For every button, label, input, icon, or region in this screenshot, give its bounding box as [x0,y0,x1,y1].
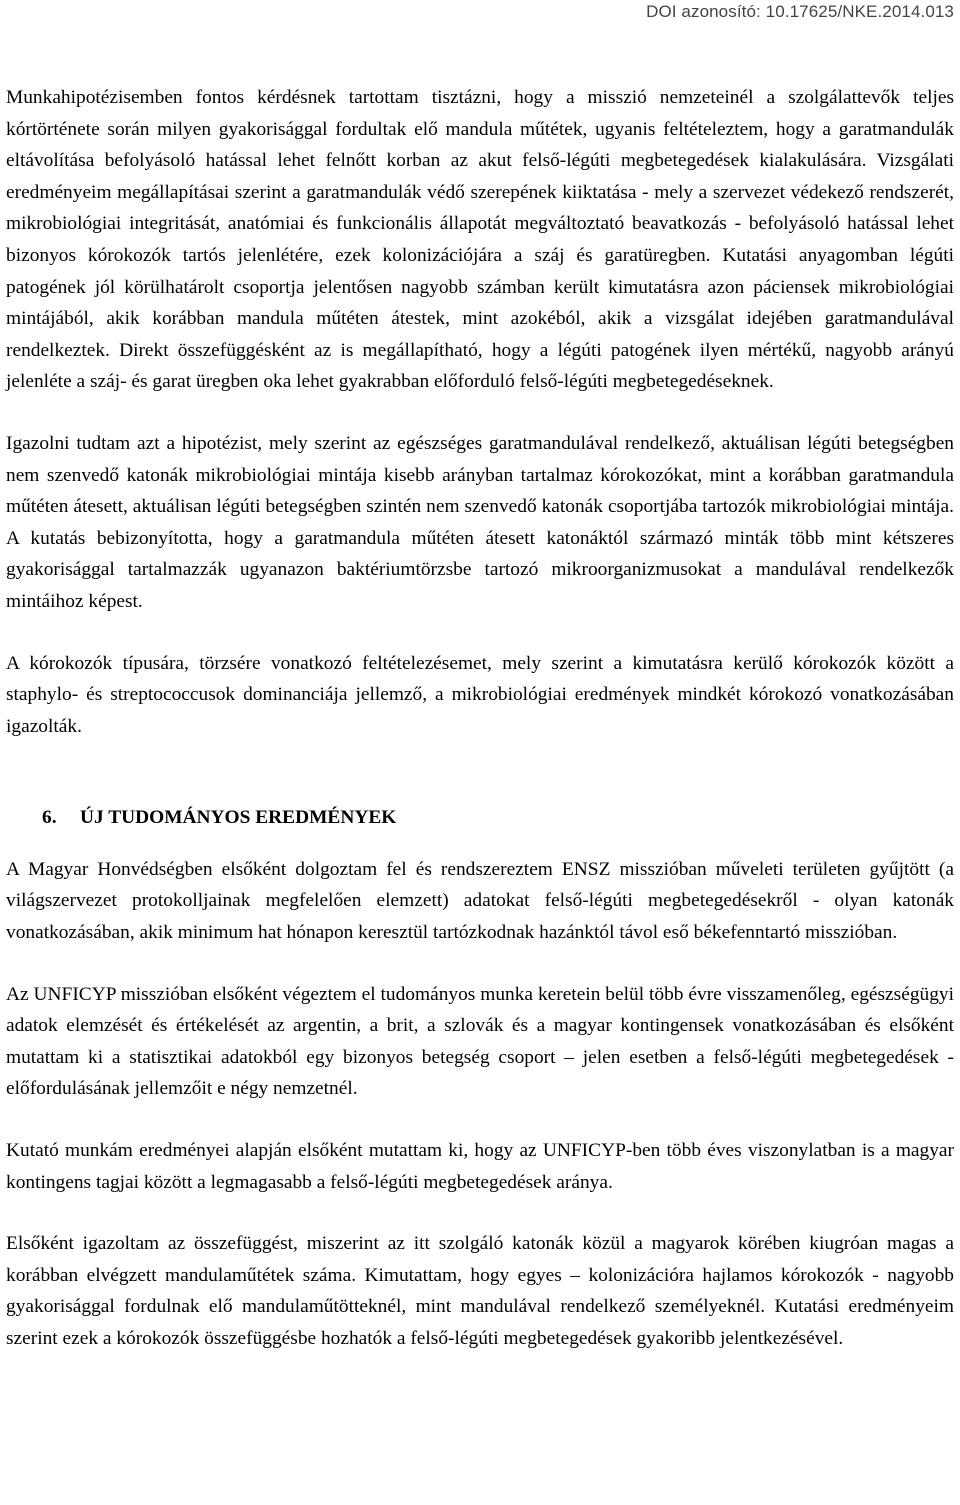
result-paragraph-3: Kutató munkám eredményei alapján elsőként mutattam ki, hogy az UNFICYP-ben több éves viszonylatban is a magyar kontingens tagjai között a legmagasabb a felső-légúti megbetegedések aránya. [6,1140,954,1193]
hypothesis-paragraph-3: A kórokozók típusára, törzsére vonatkozó feltételezésemet, mely szerint a kimutatásra kerülő kórokozók között a staphylo- és streptococcusok dominanciája jellemző, a mikrobiológiai eredmények mindkét kórokozó vonatkozásában igazolták. [6,652,954,737]
section-heading [6,802,954,834]
section-number: 6. [42,807,57,829]
hypothesis-paragraph-1: Munkahipotézisemben fontos kérdésnek tartottam tisztázni, hogy a misszió nemzeteinél a szolgálattevők teljes kórtörténete során milyen gyakorisággal fordultak elő mandula műtétek, ugyanis feltételeztem, hogy a garatmandulák eltávolítása befolyásoló hatással lehet felnőtt korban az akut felső-légúti megbetegedések kialakulására. Vizsgálati eredményeim megállapításai szerint a garatmandulák védő szerepének kiiktatása - mely a szervezet védekező rendszerét, mikrobiológiai integritását, anatómiai és funkcionális állapotát megváltoztató beavatkozás - befolyásoló hatással lehet bizonyos kórokozók tartós jelenlétére, ezek kolonizációjára a száj és garatüregben. Kutatási anyagomban légúti patogének jól körülhatárolt csoportja jelentősen nagyobb számban került kimutatásra azon páciensek mikrobiológiai mintájából, akik korábban mandula műtéten átestek, mint azokéból, akik a vizsgálat idejében garatmandulával rendelkeztek. Direkt összefüggésként az is megállapítható, hogy a légúti patogének ilyen mértékű, nagyobb arányú jelenléte a száj- és garat üregben oka lehet gyakrabban előforduló felső-légúti megbetegedéseknek. [6,87,954,393]
section-title: ÚJ TUDOMÁNYOS EREDMÉNYEK [80,807,397,829]
result-paragraph-4: Elsőként igazoltam az összefüggést, miszerint az itt szolgáló katonák közül a magyarok körében kiugróan magas a korábban elvégzett mandulaműtétek száma. Kimutattam, hogy egyes – kolonizációra hajlamos kórokozók - nagyobb gyakorisággal fordulnak elő mandulaműtötteknél, mint mandulával rendelkező személyeknél. Kutatási eredményeim szerint ezek a kórokozók összefüggésbe hozhatók a felső-légúti megbetegedések gyakoribb jelentkezésével. [6,1233,954,1349]
result-paragraph-1: A Magyar Honvédségben elsőként dolgoztam fel és rendszereztem ENSZ misszióban műveleti területen gyűjtött (a világszervezet protokolljainak megfelelően elemzett) adatokat felső-légúti megbetegedésekről - olyan katonák vonatkozásában, akik minimum hat hónapon keresztül tartózkodnak hazánktól távol eső békefenntartó misszióban. [6,858,954,944]
result-paragraph-2: Az UNFICYP misszióban elsőként végeztem el tudományos munka keretein belül több évre visszamenőleg, egészségügyi adatok elemzését és értékelését az argentin, a brit, a szlovák és a magyar kontingensek vonatkozásában és elsőként mutattam ki a statisztikai adatokból egy bizonyos betegség csoport – jelen esetben a felső-légúti megbetegedések - előfordulásának jellemzőit e négy nemzetnél. [6,983,954,1100]
doi-identifier: DOI azonosító: 10.17625/NKE.2014.013 [646,2,954,21]
doi-header [0,0,960,24]
hypothesis-paragraph-2: Igazolni tudtam azt a hipotézist, mely szerint az egészséges garatmandulával rendelkező, aktuálisan légúti betegségben nem szenvedő katonák mikrobiológiai mintája kisebb arányban tartalmaz kórokozókat, mint a korábban garatmandula műtéten átesett, aktuálisan légúti betegségben szintén nem szenvedő katonák csoportjába tartozók mikrobiológiai mintája. A kutatás bebizonyította, hogy a garatmandula műtéten átesett katonáktól származó minták több mint kétszeres gyakorisággal tartalmazzák ugyanazon baktériumtörzsbe tartozó mikroorganizmusokat a mandulával rendelkezők mintáihoz képest. [6,432,954,612]
document-body [6,82,954,1355]
